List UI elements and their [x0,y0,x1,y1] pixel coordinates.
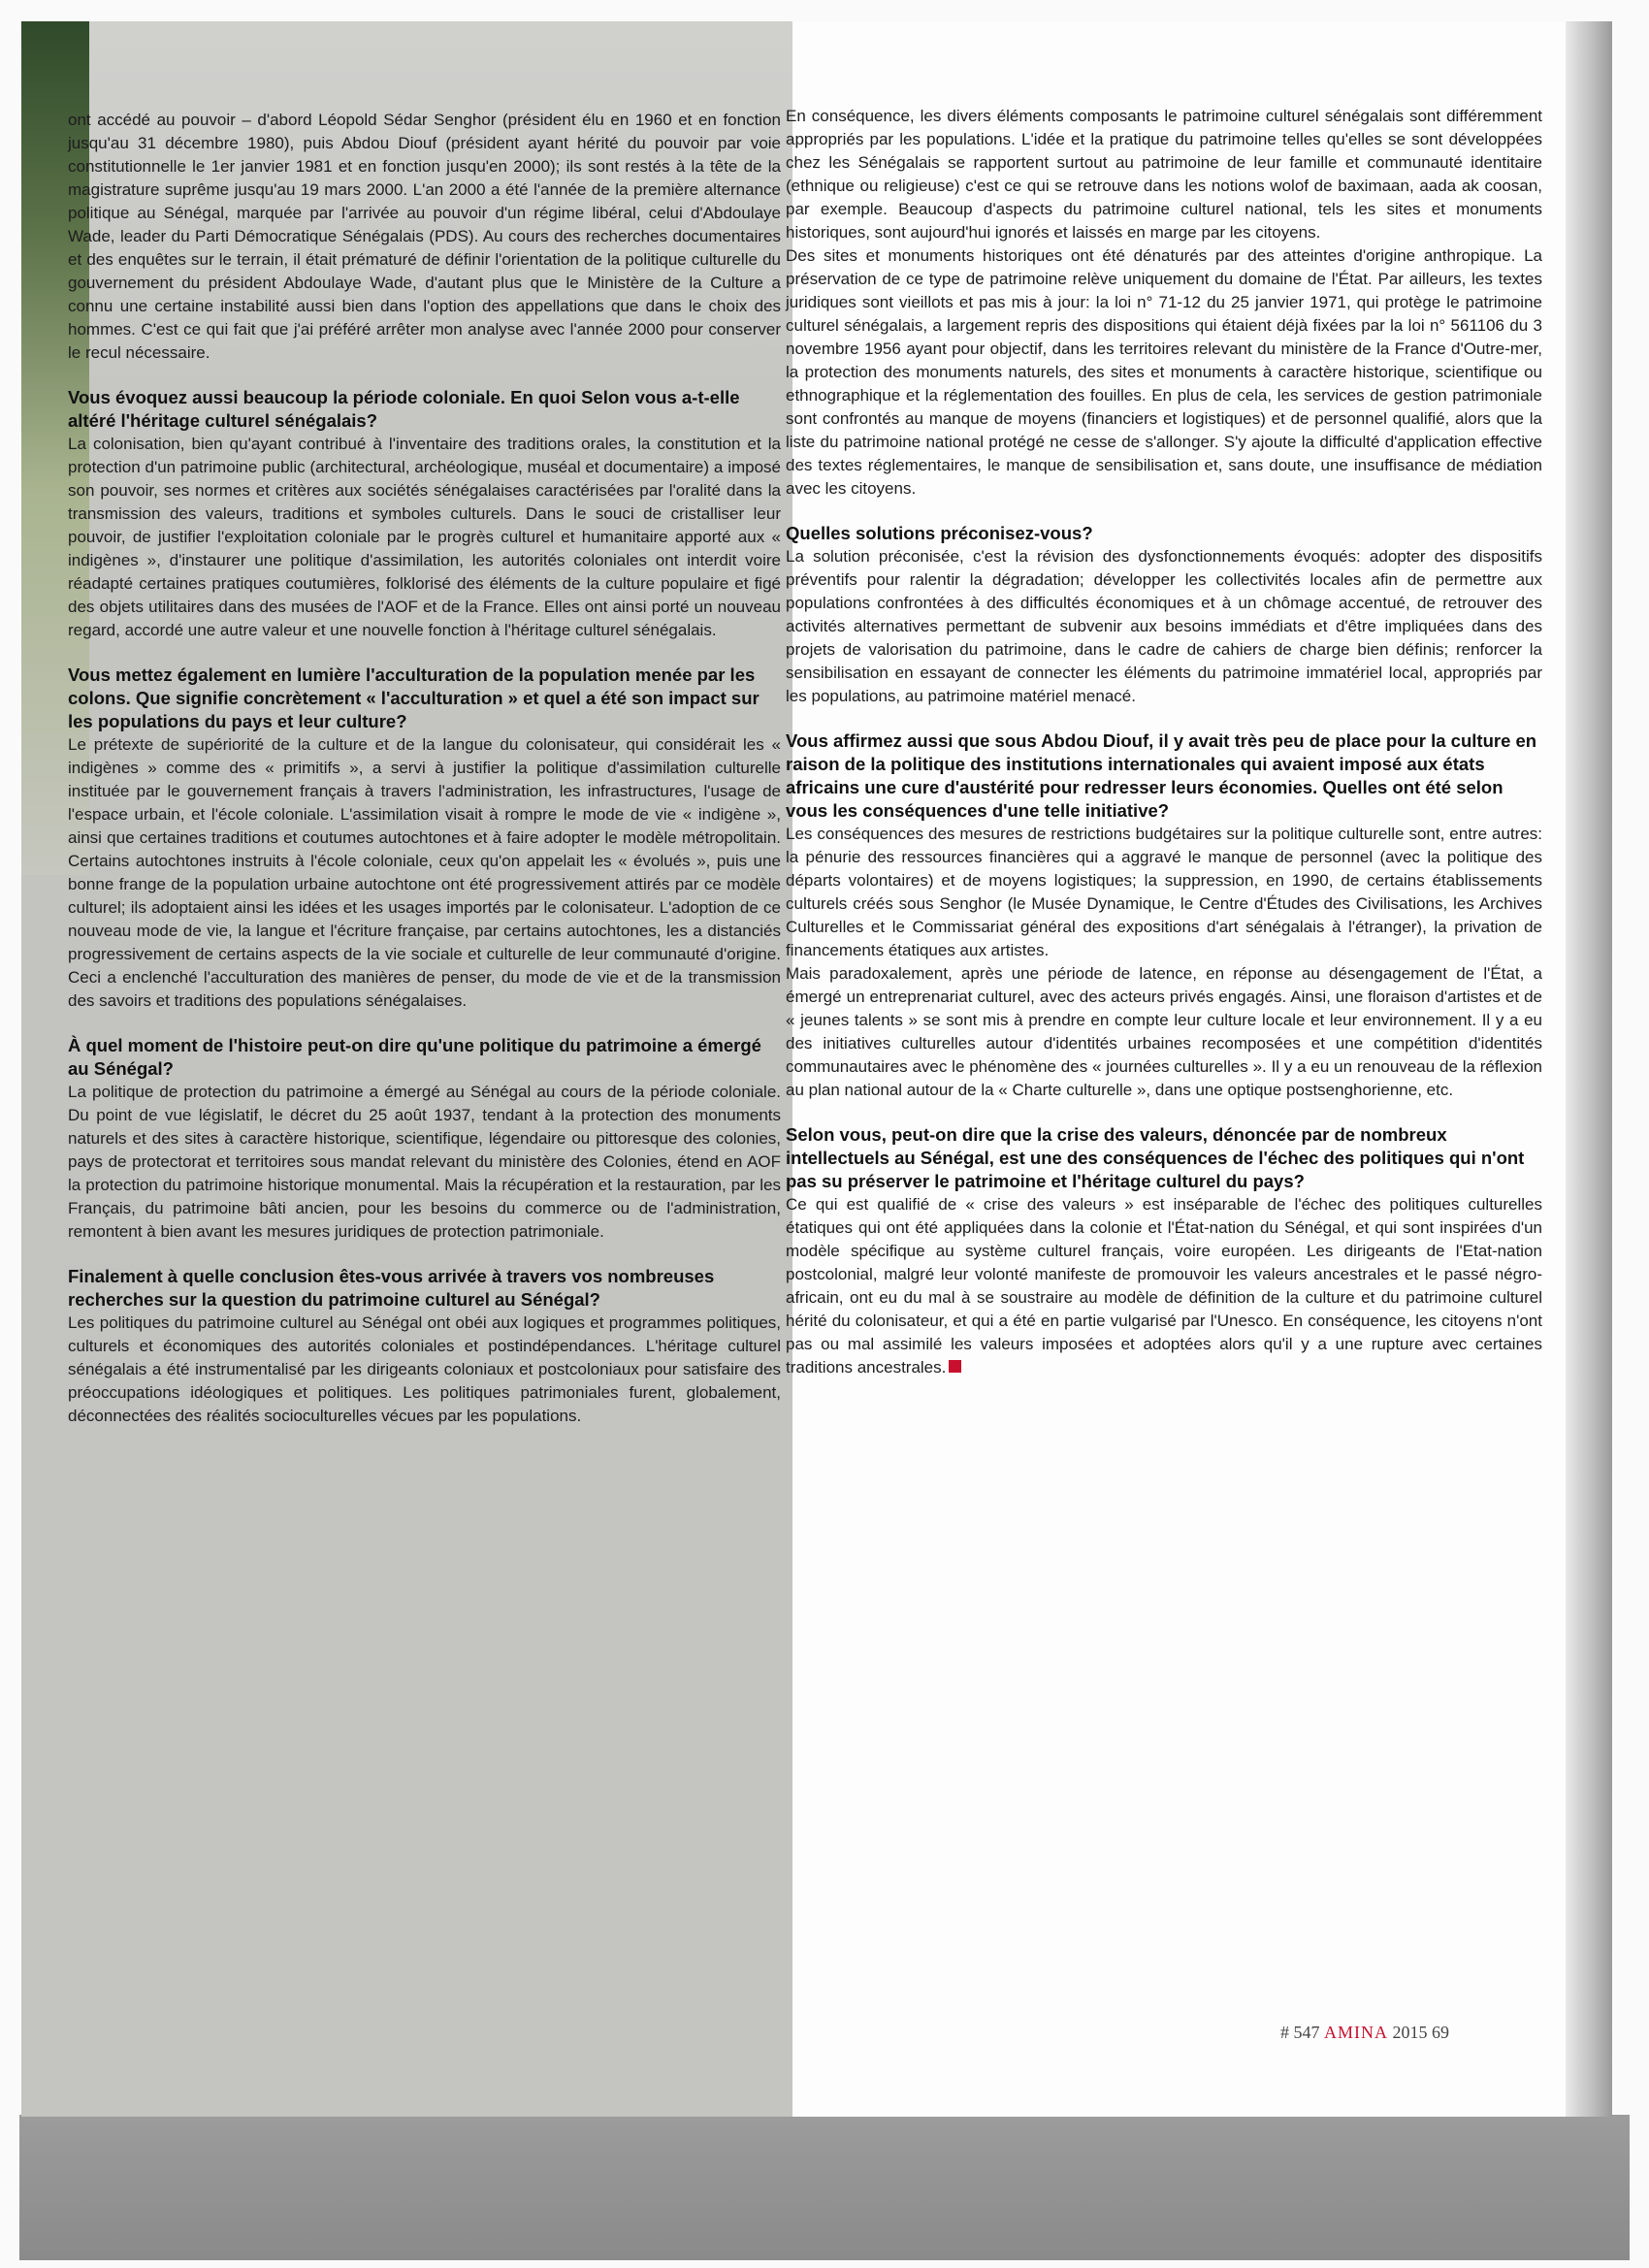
question-heading: Selon vous, peut-on dire que la crise des valeurs, dénoncée par de nombreux intellectuels au Sénégal, est une des conséquences de l'échec des politiques qui n'ont pas su préserver le patrimoine et l'héritage culturel du pays? [786,1124,1525,1191]
page-edge-shadow [1566,21,1612,2117]
answer-paragraph: Mais paradoxalement, après une période de latence, en réponse au désengagement de l'État, a émergé un entreprenariat culturel, avec des acteurs privés engagés. Ainsi, une floraison d'artistes et de « jeunes talents » se sont mis à prendre en compte leur culture locale et leur environnement. Il y a eu des initiatives culturelles autour d'identités urbaines recomposées et une compétition d'identités communautaires avec le phénomène des « journées culturelles ». Il y a eu un renouveau de la réflexion au plan national autour de la « Charte culturelle », dans une optique postsenghorienne, etc. [786,964,1542,1099]
answer-paragraph [786,1193,1542,1379]
right-column [786,105,1542,1379]
magazine-name: AMINA [1324,2023,1388,2042]
question-heading: Finalement à quelle conclusion êtes-vous arrivée à travers vos nombreuses recherches sur la question du patrimoine culturel au Sénégal? [68,1266,715,1310]
page-folio [1280,2023,1449,2043]
page-number: 69 [1432,2023,1449,2042]
left-column [68,109,781,1428]
end-of-article-mark [949,1360,961,1373]
answer-paragraph: Les politiques du patrimoine culturel au Sénégal ont obéi aux logiques et programmes politiques, culturels et économiques des autorités coloniales et postindépendances. L'héritage culturel sénégalais a été instrumentalisé par les dirigeants coloniaux et postcoloniaux pour satisfaire des préoccupations idéologiques et politiques. Les politiques patrimoniales furent, globalement, déconnectées des réalités socioculturelles vécues par les populations. [68,1313,781,1425]
answer-text: Ce qui est qualifié de « crise des valeurs » est inséparable de l'échec des politiques culturelles étatiques qui ont été appliquées dans la colonie et l'État-nation du Sénégal, et qui sont inspirées d'un modèle spécifique au système culturel français, voire européen. Les dirigeants de l'Etat-nation postcolonial, malgré leur volonté manifeste de promouvoir les valeurs ancestrales et le passé négro-africain, ont eu du mal à se soustraire au modèle de définition de la culture et du patrimoine culturel hérité du colonisateur, et qui a été en partie vulgarisé par l'Unesco. En conséquence, les citoyens n'ont pas ou mal assimilé les valeurs imposées et adoptées alors qu'il y a une rupture avec certaines traditions ancestrales. [786,1195,1542,1377]
paragraph: Des sites et monuments historiques ont été dénaturés par des atteintes d'origine anthropique. La préservation de ce type de patrimoine relève uniquement du domaine de l'État. Par ailleurs, les textes juridiques sont vieillots et pas mis à jour: la loi n° 71-12 du 25 janvier 1971, qui protège le patrimoine culturel sénégalais, a largement repris des dispositions qui étaient déjà fixées par la loi n° 561106 du 3 novembre 1956 ayant pour objectif, dans les territoires relevant du ministère de la France d'Outre-mer, la protection des monuments naturels, des sites et monuments à caractère historique, scientifique ou ethnographique et la réglementation des fouilles. En plus de cela, les services de gestion patrimoniale sont confrontés au manque de moyens (financiers et logistiques) et de personnel qualifié, alors que la liste du patrimoine national protégé ne cesse de s'allonger. S'y ajoute la difficulté d'application effective des textes réglementaires, le manque de sensibilisation et, sans doute, une insuffisance de médiation avec les citoyens. [786,246,1542,498]
issue-year: 2015 [1392,2023,1428,2042]
question-heading: À quel moment de l'histoire peut-on dire qu'une politique du patrimoine a émergé au Sénégal? [68,1035,761,1079]
question-heading: Vous évoquez aussi beaucoup la période coloniale. En quoi Selon vous a-t-elle altéré l'héritage culturel sénégalais? [68,387,740,431]
paragraph: En conséquence, les divers éléments composants le patrimoine culturel sénégalais sont différemment appropriés par les populations. L'idée et la pratique du patrimoine telles qu'elles se sont développées chez les Sénégalais se rapportent surtout au patrimoine de leur famille et communauté identitaire (ethnique ou religieuse) c'est ce qui se retrouve dans les notions wolof de baximaan, aada ak coosan, par exemple. Beaucoup d'aspects du patrimoine culturel national, tels les sites et monuments historiques, sont aujourd'hui ignorés et laissés en marge par les citoyens. [786,107,1542,242]
answer-paragraph: La solution préconisée, c'est la révision des dysfonctionnements évoqués: adopter des dispositifs préventifs pour ralentir la dégradation; développer les collectivités locales afin de permettre aux populations confrontées à des difficultés économiques et à un chômage accentué, de retrouver des activités alternatives permettant de subvenir aux besoins immédiats et d'être impliquées dans des projets de valorisation du patrimoine, dans le cadre de cahiers de charge bien définis; renforcer la sensibilisation en essayant de connecter les éléments du patrimoine immatériel local, appropriés par les populations, au patrimoine matériel menacé. [786,547,1542,705]
answer-paragraph: Les conséquences des mesures de restrictions budgétaires sur la politique culturelle sont, entre autres: la pénurie des ressources financières qui a aggravé le manque de personnel (avec la politique des départs volontaires) et de moyens logistiques; la suppression, en 1990, de certains établissements culturels créés sous Senghor (le Musée Dynamique, le Centre d'Études des Civilisations, les Archives Culturelles et le Commissariat général des expositions d'art sénégalais à l'étranger), la privation de financements étatiques aux artistes. [786,825,1542,959]
question-heading: Vous affirmez aussi que sous Abdou Diouf, il y avait très peu de place pour la culture en raison de la politique des institutions internationales qui avaient imposé aux états africains une cure d'austérité pour redresser leurs économies. Quelles ont été selon vous les conséquences d'une telle initiative? [786,730,1537,821]
issue-number: # 547 [1280,2023,1320,2042]
question-heading: Quelles solutions préconisez-vous? [786,523,1093,543]
question-heading: Vous mettez également en lumière l'acculturation de la population menée par les colons. Que signifie concrètement « l'acculturation » et quel a été son impact sur les populations du pays et leur culture? [68,664,760,731]
scanner-bed [19,2115,1630,2260]
paragraph: ont accédé au pouvoir – d'abord Léopold Sédar Senghor (président élu en 1960 et en fonction jusqu'au 31 décembre 1980), puis Abdou Diouf (président ayant hérité du pouvoir par voie constitutionnelle le 1er janvier 1981 et en fonction jusqu'en 2000); ils sont restés à la tête de la magistrature suprême jusqu'au 19 mars 2000. L'an 2000 a été l'année de la première alternance politique au Sénégal, marquée par l'arrivée au pouvoir d'un régime libéral, celui d'Abdoulaye Wade, leader du Parti Démocratique Sénégalais (PDS). Au cours des recherches documentaires et des enquêtes sur le terrain, il était prématuré de définir l'orientation de la politique culturelle du gouvernement du président Abdoulaye Wade, d'autant plus que le Ministère de la Culture a connu une certaine instabilité aussi bien dans l'option des appellations que dans le choix des hommes. C'est ce qui fait que j'ai préféré arrêter mon analyse avec l'année 2000 pour conserver le recul nécessaire. [68,111,781,362]
answer-paragraph: Le prétexte de supériorité de la culture et de la langue du colonisateur, qui considérait les « indigènes » comme des « primitifs », a servi à justifier la politique d'assimilation culturelle instituée par le gouvernement français à travers l'administration, les infrastructures, l'usage de l'espace urbain, et l'école coloniale. L'assimilation visait à rompre le mode de vie « indigène », ainsi que certaines traditions et coutumes autochtones et à faire adopter le modèle métropolitain. Certains autochtones instruits à l'école coloniale, ceux qu'on appelait les « évolués », puis une bonne frange de la population urbaine autochtone ont été progressivement attirés par ce modèle culturel; ils adoptaient ainsi les idées et les usages importés par le colonisateur. L'adoption de ce nouveau mode de vie, la langue et l'écriture française, par certains autochtones, les a distanciés progressivement de certains aspects de la vie sociale et culturelle de leur communauté d'origine. Ceci a enclenché l'acculturation des manières de penser, du mode de vie et de la transmission des savoirs et traditions des populations sénégalaises. [68,735,781,1010]
answer-paragraph: La colonisation, bien qu'ayant contribué à l'inventaire des traditions orales, la constitution et la protection d'un patrimoine public (architectural, archéologique, muséal et documentaire) a imposé son pouvoir, ses normes et critères aux sociétés sénégalaises caractérisées par l'oralité dans la transmission des valeurs, traditions et symboles culturels. Dans le souci de cristalliser leur pouvoir, de justifier l'exploitation coloniale par le progrès culturel et humanitaire apporté aux « indigènes », d'instaurer une politique d'assimilation, les autorités coloniales ont interdit voire réadapté certaines pratiques coutumières, folklorisé des éléments de la culture populaire et figé des objets utilitaires dans des musées de l'AOF et de la France. Elles ont ainsi porté un nouveau regard, accordé une autre valeur et une nouvelle fonction à l'héritage culturel sénégalais. [68,435,781,639]
answer-paragraph: La politique de protection du patrimoine a émergé au Sénégal au cours de la période coloniale. Du point de vue législatif, le décret du 25 août 1937, tendant à la protection des monuments naturels et des sites à caractère historique, scientifique, légendaire ou pittoresque des colonies, pays de protectorat et territoires sous mandat relevant du ministère des Colonies, étend en AOF la protection du patrimoine historique monumental. Mais la récupération et la restauration, par les Français, du patrimoine bâti ancien, pour les besoins du commerce ou de l'administration, remontent à bien avant les mesures juridiques de protection patrimoniale. [68,1083,781,1241]
